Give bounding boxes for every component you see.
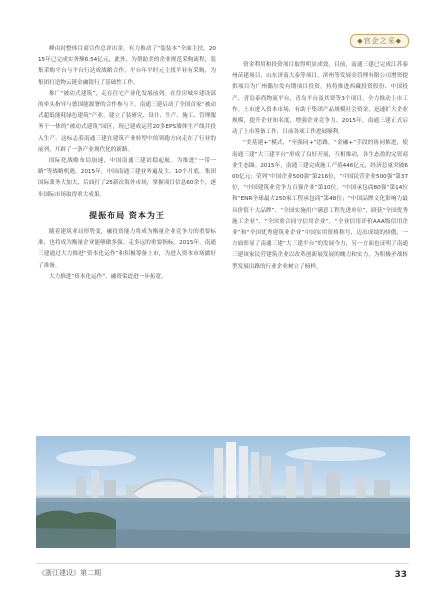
body-paragraph: 峰由封整体目商合作总评出金。有力推动了“装装本”全面主扶，2015年已完成实务额6.54亿元，此外，为帮助美的企业规范采购流程，装集采购平台与平台行达成战略合作，平台年平时元主找平业有采购，为集团打造物云链金融银行了基础性工作。 bbox=[38, 46, 216, 86]
section-tag: ◆官企之采◆ bbox=[350, 34, 409, 48]
body-paragraph: 资金利用和投资项目取得明显成效，目前，南通三建已完成江苏泰州苗建项目，山东济南大泰等项目，滨州等发展金管理有限公司增资提供项目为广州偶尔发有期项目投资，持将推进西藏投资股份、中国投产、青岛泰尚物流平台、青岛平台及其资等3个项目，全力推动上市工作。上市进入资本市场，有助于集团产品规模社会资金，迅速扩大企业规模，提升企业知名度，增强企业竞争力。2015年，南通三建正式启动了上市筹备工作，目前各项工作进展顺利。 bbox=[232, 62, 408, 136]
section-subheading: 提振布局 资本为王 bbox=[89, 210, 165, 220]
footer-divider bbox=[36, 563, 409, 564]
page-number: 33 bbox=[394, 570, 407, 580]
left-column bbox=[38, 44, 216, 283]
body-paragraph: 大力推进“资本化运作”，融资渠道进一步拓宽。 bbox=[49, 273, 167, 280]
city-skyline-photo bbox=[36, 436, 410, 548]
body-paragraph: 推广“被动式建筑”，走在住宅产业化发展前列。在住房城乡建设部的牵头指导与德国能源署的合作参与下，南通三建启动了全国首家“被动式超低能耗绿色建筑”产业，建立了装研究、设计、生产、施工、管理服务于一体的“被动式建筑”园区，现已建成运营20多EPS墙体生产线并投入生产。这标志着南通三建在建筑产业转型中的领跑方向走在了行业的前列，开辟了一条产业现代化的新路。 bbox=[38, 90, 216, 153]
skyline-illustration bbox=[36, 436, 410, 548]
body-paragraph: “美基建+”模式，“至强同+”思路，“金融+”手段的协同推进，使南通三建“大三建平台”形成了良好开展，互相推动，各生态盈的完资商业生态圈。2015年，南通三建完成施工产值446亿元，经济总量突破600亿元；荣列“中国企业500强”第216位，“中国民营企业500强”第37位，“中国建筑业竞争力百强企业”第10位，“中国承包商80强”第14位和“ENR全球最大250家工程承包商”第48位；“中国品牌文化影响力最具价值十大品牌”、“全国实施用户满意工程先进单位”，跻获“全国优秀施工企业”、“全国重合同守信用企业”，“全业信用评价AAA级信用企业”和“全国优秀建筑业企业”中国实用资格称号，迈出成绩的骄傲，一方面彰显了南通三建“大三建平台”的发展今力，另一方面也证明了南通三建该家民营建筑企业以改革创新展发展的魄力和实力，为积极矛战转型发展出路的行业企业树立了榜样。 bbox=[232, 140, 408, 270]
journal-title: 《浙江建设》第二期 bbox=[38, 569, 101, 577]
right-column bbox=[232, 60, 408, 273]
body-paragraph: 随着建筑业局形势变，融投资能力将成为衡量企业竞争力的重要标准，也将成为衡量企业能够做多强、走多远的重要指标。2015年，南通三建通过大力推进“资本化运作”和积极筹备上市，为进入资本市场做好了准备。 bbox=[38, 229, 216, 269]
body-paragraph: 国际化战略布局加速，中国南通三建站稳起航。为推进“一带一路”等战略机遇，2015年，中国南通三建业务遍及主、10个月底，集团国际業务大加大，后面打了25新次海外市场，掌握项目信息60余个，逐步国际市场取得重大成果。 bbox=[38, 158, 216, 198]
